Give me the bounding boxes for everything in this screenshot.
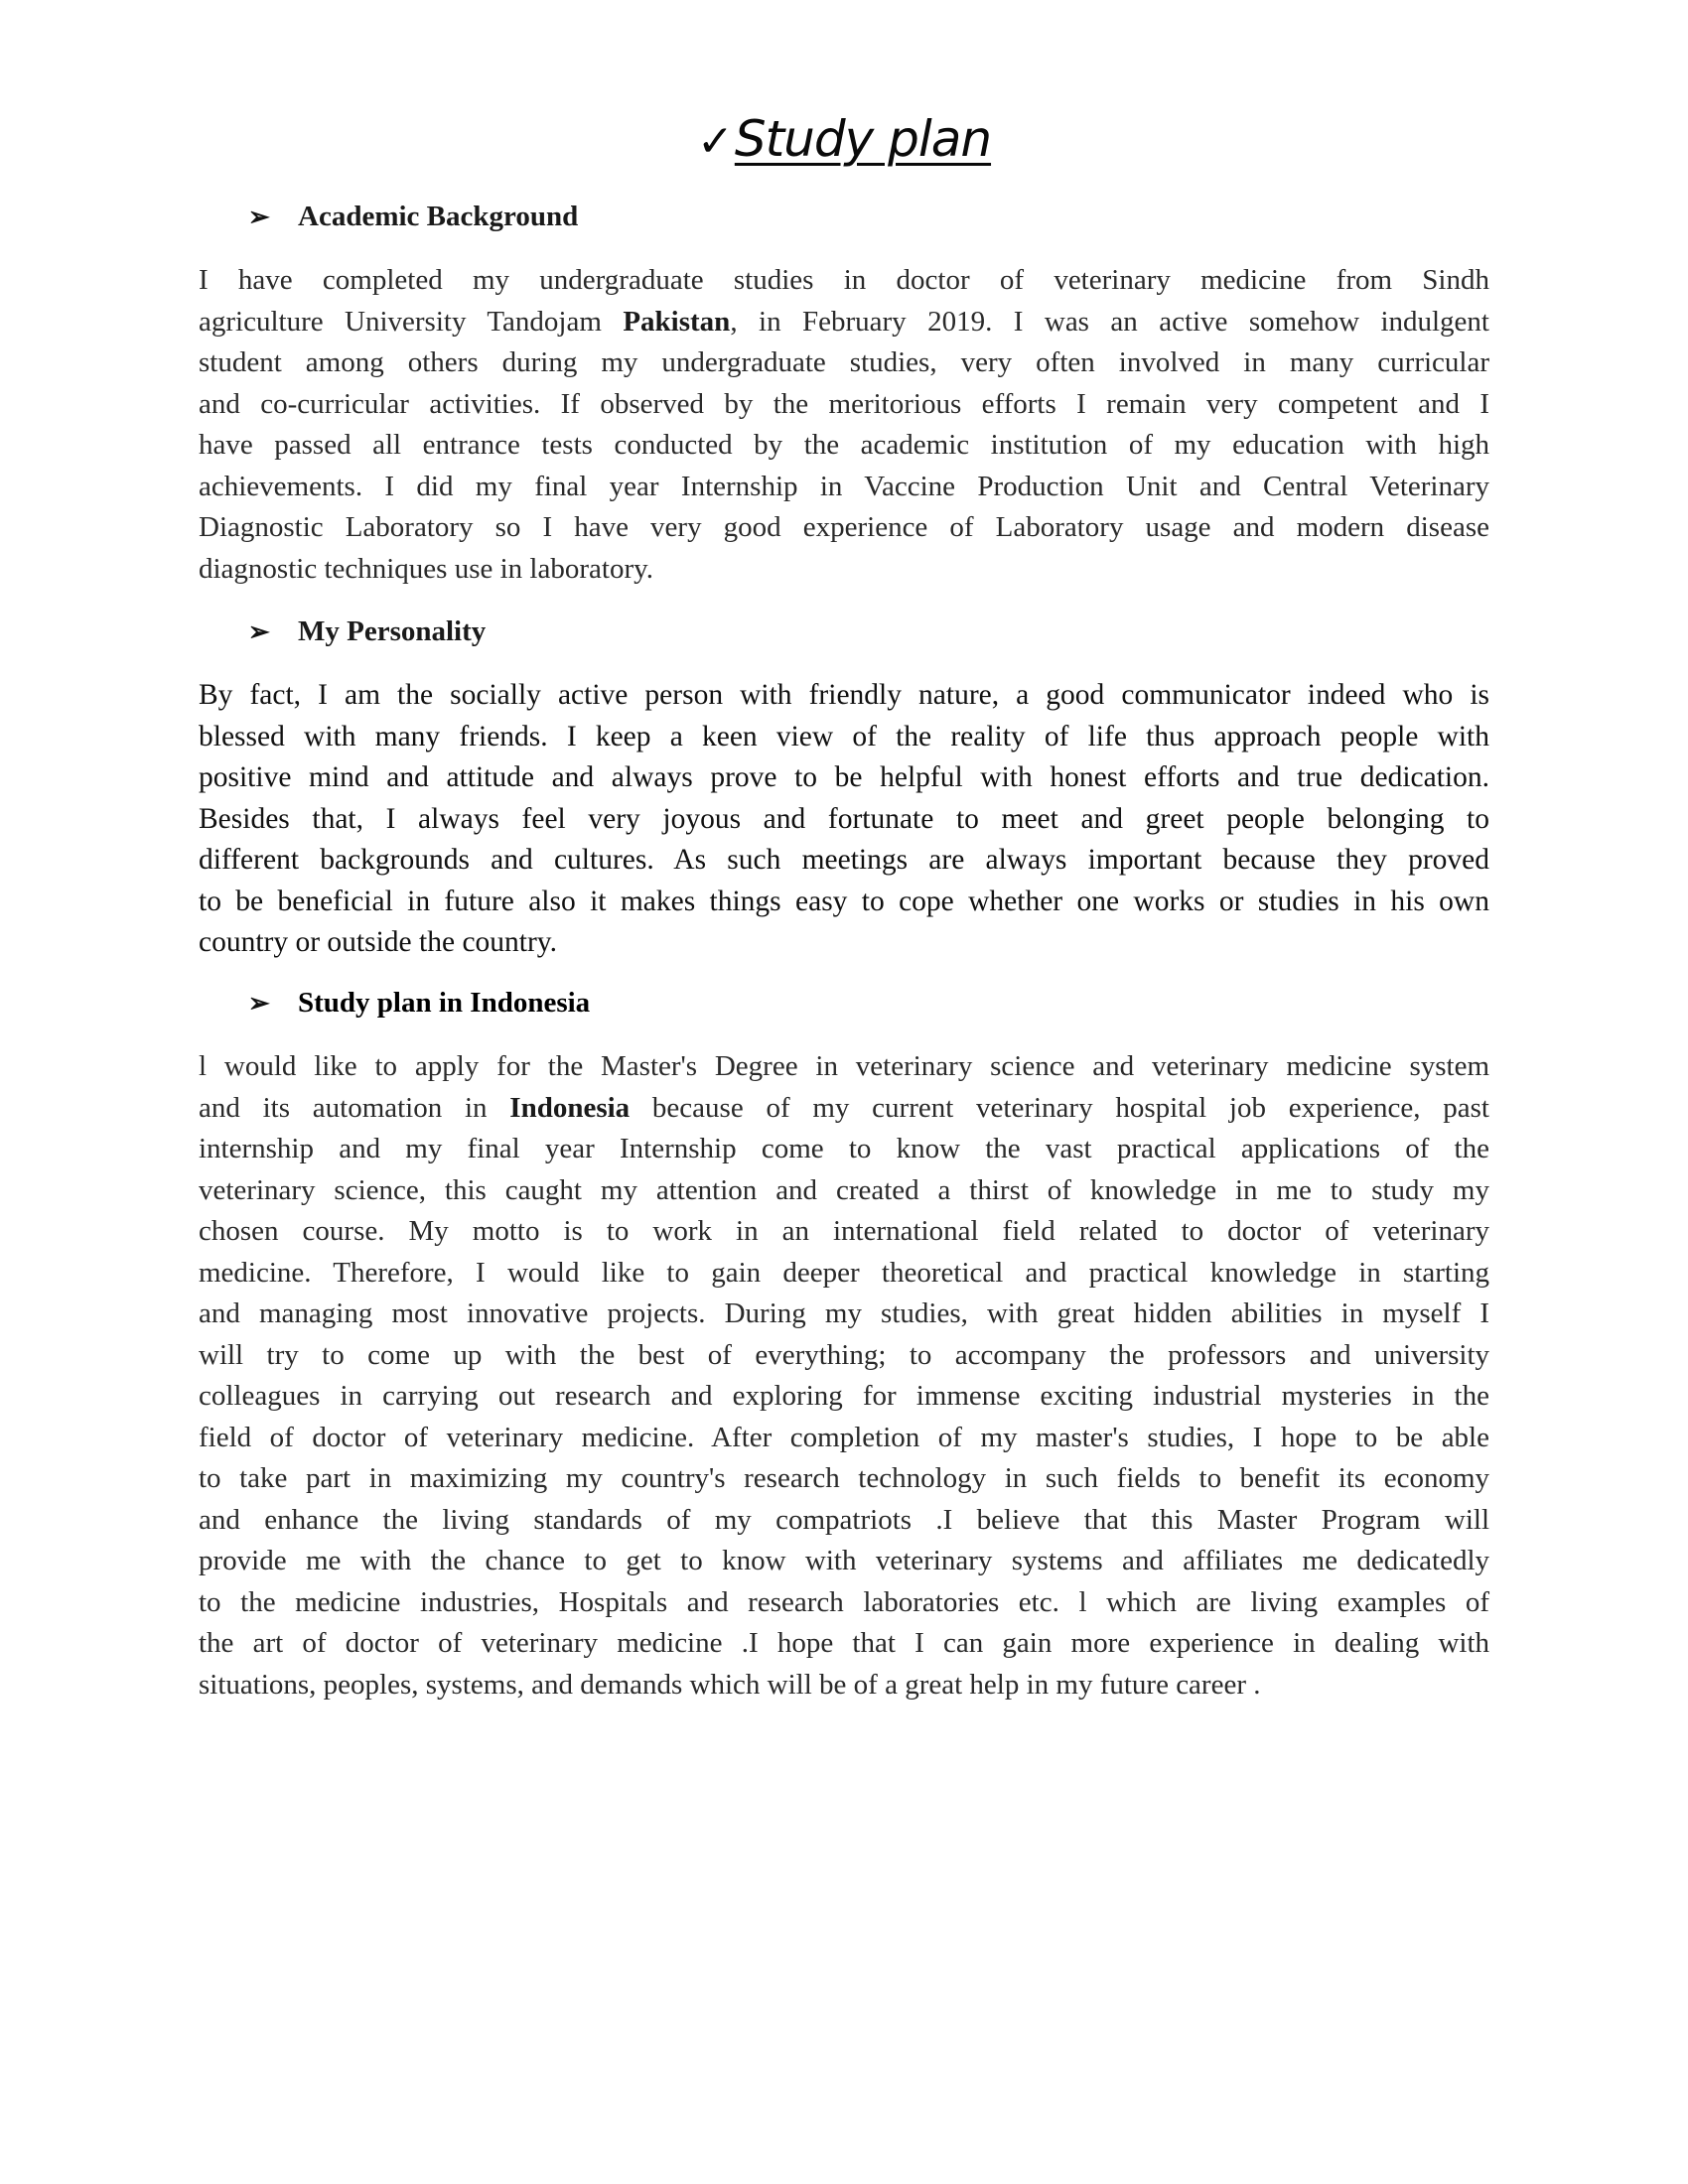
paragraph-line bbox=[199, 507, 1489, 549]
paragraph-line bbox=[199, 1418, 1489, 1459]
text-segment: to the medicine industries, Hospitals and research laboratories etc. l which are living examples of bbox=[199, 1585, 1489, 1618]
paragraph-line bbox=[199, 1046, 1489, 1088]
arrow-bullet-icon: ➢ bbox=[248, 617, 270, 646]
paragraph-study-plan-indonesia bbox=[199, 1046, 1489, 1706]
text-segment: , in February 2019. I was an active somehow indulgent bbox=[730, 305, 1489, 338]
arrow-bullet-icon: ➢ bbox=[248, 989, 270, 1018]
text-segment: the art of doctor of veterinary medicine .I hope that I can gain more experience in dealing with bbox=[199, 1627, 1489, 1659]
text-segment: chosen course. My motto is to work in an international field related to doctor of veterinary bbox=[199, 1215, 1489, 1247]
paragraph-line bbox=[199, 1170, 1489, 1212]
section-heading-academic-background bbox=[248, 197, 578, 237]
paragraph-line bbox=[199, 1623, 1489, 1665]
paragraph-line bbox=[199, 467, 1489, 508]
paragraph-line bbox=[199, 1458, 1489, 1500]
text-segment: will try to come up with the best of everything; to accompany the professors and university bbox=[199, 1338, 1489, 1371]
text-segment: positive mind and attitude and always prove to be helpful with honest efforts and true dedication. bbox=[199, 761, 1489, 793]
text-segment: country or outside the country. bbox=[199, 926, 558, 958]
paragraph-line bbox=[199, 342, 1489, 384]
paragraph-line bbox=[199, 425, 1489, 467]
paragraph-line bbox=[199, 1500, 1489, 1542]
paragraph-line bbox=[199, 1665, 1489, 1706]
paragraph-line bbox=[199, 757, 1489, 799]
text-segment: and managing most innovative projects. During my studies, with great hidden abilities in myself I bbox=[199, 1297, 1489, 1329]
paragraph-line bbox=[199, 1335, 1489, 1377]
text-segment: and enhance the living standards of my compatriots .I believe that this Master Program will bbox=[199, 1503, 1489, 1536]
text-segment: Diagnostic Laboratory so I have very good experience of Laboratory usage and modern disease bbox=[199, 511, 1489, 543]
paragraph-line bbox=[199, 1582, 1489, 1624]
paragraph-line bbox=[199, 840, 1489, 882]
text-segment: because of my current veterinary hospital job experience, past bbox=[630, 1091, 1489, 1124]
section-heading-text: My Personality bbox=[298, 615, 487, 647]
text-segment: situations, peoples, systems, and demands which will be of a great help in my future career . bbox=[199, 1668, 1261, 1701]
text-segment: and its automation in bbox=[199, 1091, 510, 1124]
paragraph-line bbox=[199, 799, 1489, 841]
paragraph-line bbox=[199, 922, 1489, 964]
paragraph-line bbox=[199, 384, 1489, 426]
paragraph-line bbox=[199, 1294, 1489, 1335]
bold-text: Indonesia bbox=[509, 1091, 631, 1124]
paragraph-line bbox=[199, 1253, 1489, 1295]
text-segment: student among others during my undergraduate studies, very often involved in many curricular bbox=[199, 346, 1489, 378]
text-segment: internship and my final year Internship come to know the vast practical applications of the bbox=[199, 1133, 1489, 1164]
section-heading-text: Study plan in Indonesia bbox=[298, 987, 591, 1019]
text-segment: By fact, I am the socially active person with friendly nature, a good communicator indeed who is bbox=[199, 679, 1489, 711]
bold-text: Pakistan bbox=[623, 305, 731, 338]
text-segment: I have completed my undergraduate studies in doctor of veterinary medicine from Sindh bbox=[199, 264, 1489, 296]
text-segment: diagnostic techniques use in laboratory. bbox=[199, 552, 653, 585]
paragraph-line bbox=[199, 717, 1489, 758]
text-segment: l would like to apply for the Master's Degree in veterinary science and veterinary medicine system bbox=[199, 1050, 1489, 1082]
paragraph-line bbox=[199, 1088, 1489, 1130]
text-segment: blessed with many friends. I keep a keen view of the reality of life thus approach people with bbox=[199, 720, 1489, 752]
paragraph-line bbox=[199, 1541, 1489, 1582]
section-heading-study-plan-indonesia bbox=[248, 983, 590, 1024]
paragraph-line bbox=[199, 1376, 1489, 1418]
paragraph-line bbox=[199, 1129, 1489, 1170]
checkmark-icon: ✓ bbox=[696, 116, 733, 167]
page-title-text: Study plan bbox=[734, 110, 992, 168]
section-heading-text: Academic Background bbox=[298, 201, 579, 232]
text-segment: to take part in maximizing my country's research technology in such fields to benefit its economy bbox=[199, 1462, 1489, 1494]
paragraph-line bbox=[199, 675, 1489, 717]
text-segment: provide me with the chance to get to know with veterinary systems and affiliates me dedicatedly bbox=[199, 1545, 1489, 1576]
text-segment: different backgrounds and cultures. As such meetings are always important because they proved bbox=[199, 844, 1489, 876]
text-segment: Besides that, I always feel very joyous and fortunate to meet and greet people belonging to bbox=[199, 802, 1489, 835]
paragraph-my-personality bbox=[199, 675, 1489, 964]
page-title bbox=[199, 99, 1489, 182]
arrow-bullet-icon: ➢ bbox=[248, 203, 270, 231]
text-segment: agriculture University Tandojam bbox=[199, 305, 624, 338]
text-segment: veterinary science, this caught my attention and created a thirst of knowledge in me to study my bbox=[199, 1173, 1489, 1206]
paragraph-line bbox=[199, 1211, 1489, 1253]
paragraph-line bbox=[199, 260, 1489, 302]
text-segment: achievements. I did my final year Internship in Vaccine Production Unit and Central Veterinary bbox=[199, 470, 1489, 502]
section-heading-my-personality bbox=[248, 612, 486, 652]
text-segment: to be beneficial in future also it makes things easy to cope whether one works or studies in his own bbox=[199, 885, 1489, 917]
text-segment: medicine. Therefore, I would like to gain deeper theoretical and practical knowledge in starting bbox=[199, 1256, 1489, 1289]
paragraph-line bbox=[199, 549, 1489, 591]
paragraph-academic-background bbox=[199, 260, 1489, 590]
text-segment: colleagues in carrying out research and exploring for immense exciting industrial mysteries in the bbox=[199, 1380, 1489, 1412]
paragraph-line bbox=[199, 302, 1489, 343]
text-segment: and co-curricular activities. If observed by the meritorious efforts I remain very competent and I bbox=[199, 387, 1489, 420]
paragraph-line bbox=[199, 882, 1489, 923]
text-segment: field of doctor of veterinary medicine. After completion of my master's studies, I hope to be able bbox=[199, 1421, 1489, 1453]
text-segment: have passed all entrance tests conducted by the academic institution of my education with high bbox=[199, 429, 1489, 461]
